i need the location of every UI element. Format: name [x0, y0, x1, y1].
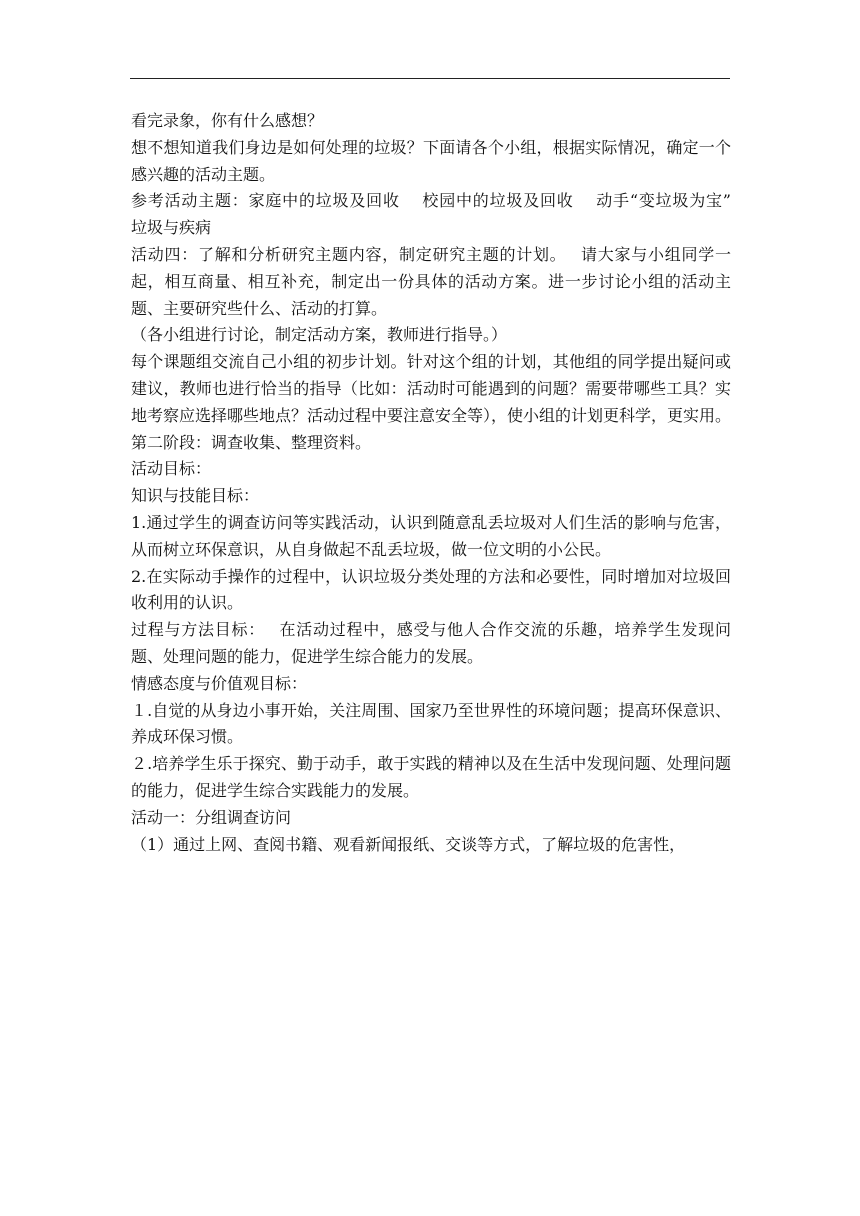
paragraph-topic-intro: 想不想知道我们身边是如何处理的垃圾？下面请各个小组，根据实际情况，确定一个感兴趣的活动主题。 — [131, 137, 731, 184]
paragraph-activity-goals: 活动目标： — [131, 459, 212, 479]
paragraph-stage-two: 第二阶段：调查收集、整理资料。 — [131, 432, 372, 452]
paragraph-emotion-item-1: １.自觉的从身边小事开始，关注周围、国家乃至世界性的环境问题；提高环保意识、养成环保习惯。 — [131, 700, 731, 747]
paragraph-knowledge-goals: 知识与技能目标： — [131, 486, 260, 506]
paragraph-reflection-question: 看完录象，你有什么感想？ — [131, 111, 324, 130]
paragraph-emotion-item-2: ２.培养学生乐于探究、勤于动手，敢于实践的精神以及在生活中发现问题、处理问题的能力，促进学生综合实践能力的发展。 — [131, 754, 731, 800]
paragraph-goal-item-2: 2.在实际动手操作的过程中，认识垃圾分类处理的方法和必要性，同时增加对垃圾回收利用的认识。 — [131, 566, 731, 613]
paragraph-plan-exchange: 每个课题组交流自己小组的初步计划。针对这个组的计划，其他组的同学提出疑问或建议，教师也进行恰当的指导（比如：活动时可能遇到的问题？需要带哪些工具？实地考察应选择哪些地点？活动过程中要注意安全等），使小组的计划更科学，更实用。 — [131, 352, 732, 425]
paragraph-emotion-goals: 情感态度与价值观目标： — [131, 673, 308, 693]
paragraph-reference-topics: 参考活动主题：家庭中的垃圾及回收 校园中的垃圾及回收 动手“变垃圾为宝” 垃圾与疾病 — [131, 191, 753, 238]
header-rule — [130, 78, 730, 79]
paragraph-goal-item-1: 1.通过学生的调查访问等实践活动，认识到随意乱丢垃圾对人们生活的影响与危害，从而树立环保意识，从自身做起不乱丢垃圾，做一位文明的小公民。 — [131, 512, 731, 559]
document-body — [131, 108, 753, 858]
paragraph-group-discussion: （各小组进行讨论，制定活动方案，教师进行指导。） — [131, 325, 508, 345]
paragraph-activity-one: 活动一：分组调查访问 — [131, 807, 292, 827]
paragraph-process-goals: 过程与方法目标： 在活动过程中，感受与他人合作交流的乐趣，培养学生发现问题、处理问题的能力，促进学生综合能力的发展。 — [131, 620, 731, 666]
paragraph-activity-four: 活动四：了解和分析研究主题内容，制定研究主题的计划。 请大家与小组同学一起，相互商量、相互补充，制定出一份具体的活动方案。进一步讨论小组的活动主题、主要研究些什么、活动的打算。 — [131, 244, 731, 318]
paragraph-activity-one-step-1: （1）通过上网、查阅书籍、观看新闻报纸、交谈等方式，了解垃圾的危害性， — [131, 834, 686, 854]
